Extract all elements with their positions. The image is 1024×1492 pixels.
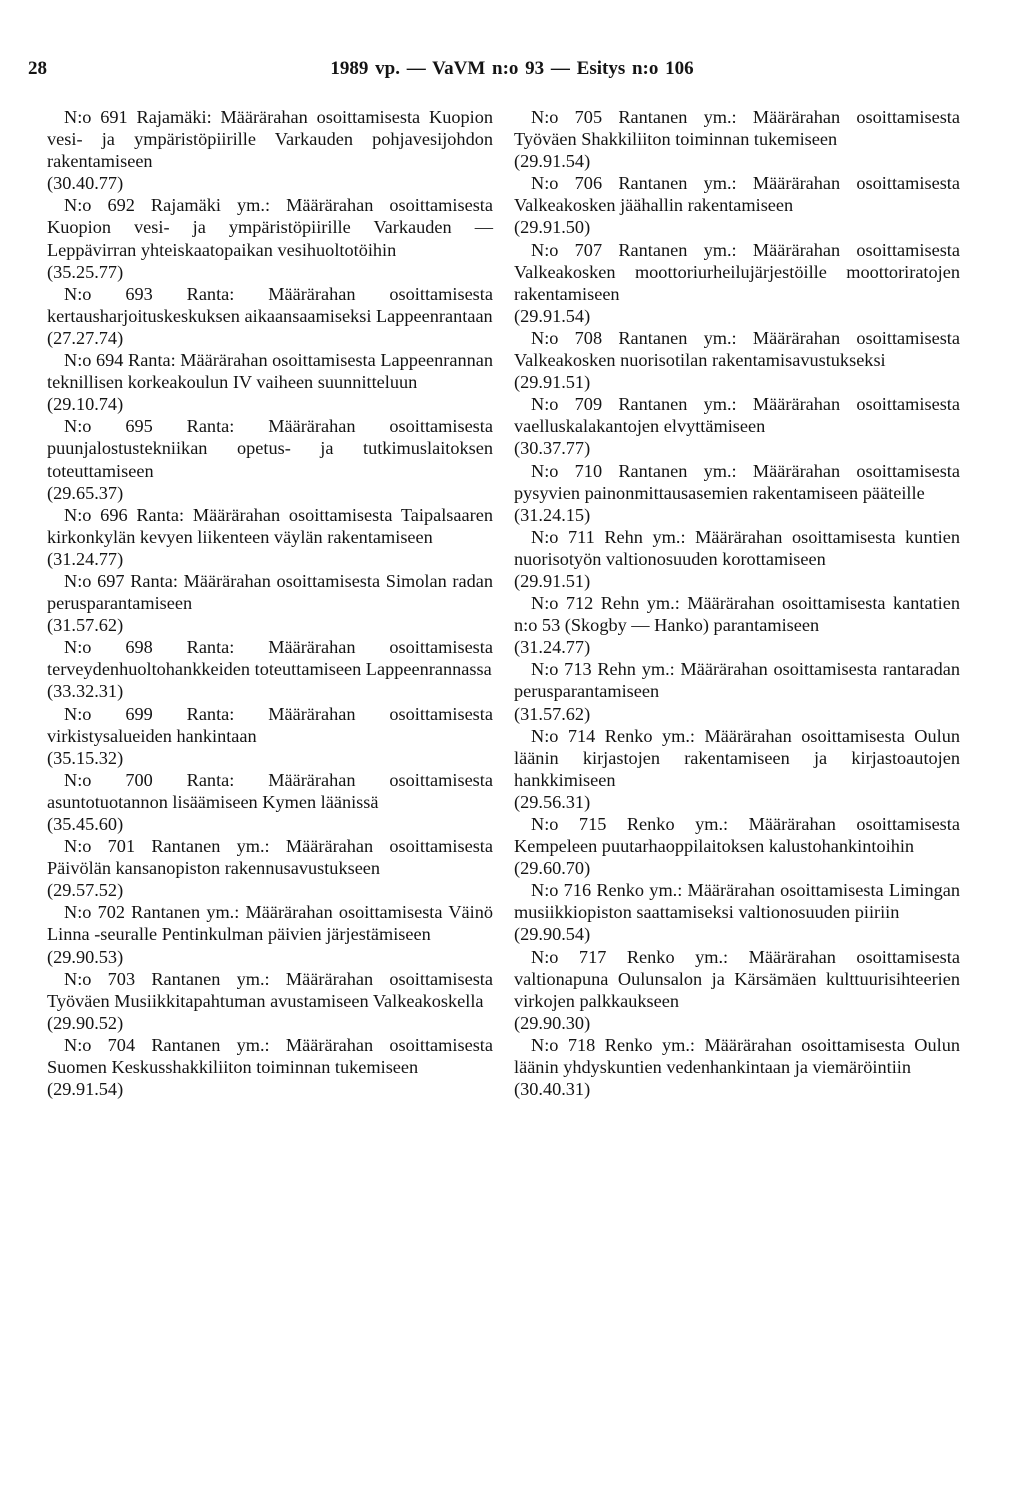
bill-entry-text: N:o 694 Ranta: Määrärahan osoittamisesta Lappeenrannan teknillisen korkeakoulun IV vaiheen suunnitteluun <box>47 350 493 393</box>
right-column <box>514 106 960 1100</box>
budget-item-code: (29.91.51) <box>514 570 591 591</box>
budget-item-code: (31.24.15) <box>514 504 591 525</box>
budget-item-code: (29.90.53) <box>47 946 124 967</box>
budget-item-code: (30.40.31) <box>514 1079 591 1100</box>
budget-item-code: (29.60.70) <box>514 858 591 879</box>
bill-entry <box>514 239 960 327</box>
budget-item-code: (35.25.77) <box>47 261 124 282</box>
budget-item-code: (33.32.31) <box>47 681 124 702</box>
budget-item-code: (29.65.37) <box>47 482 124 503</box>
bill-entry-text: N:o 693 Ranta: Määrärahan osoittamisesta kertausharjoituskeskuksen aikaansaamiseksi Lappeenrantaan <box>47 283 493 326</box>
bill-entry-text: N:o 699 Ranta: Määrärahan osoittamisesta virkistysalueiden hankintaan <box>47 703 493 746</box>
bill-entry <box>47 415 493 503</box>
budget-item-code: (35.15.32) <box>47 747 124 768</box>
budget-item-code: (29.91.51) <box>514 372 591 393</box>
budget-item-code: (29.57.52) <box>47 880 124 901</box>
budget-item-code: (29.91.54) <box>47 1079 124 1100</box>
bill-entry <box>47 769 493 835</box>
bill-entry-text: N:o 714 Renko ym.: Määrärahan osoittamisesta Oulun läänin kirjastojen rakentamiseen ja kirjastoautojen hankkimiseen <box>514 725 960 790</box>
bill-entry-text: N:o 702 Rantanen ym.: Määrärahan osoittamisesta Väinö Linna -seuralle Pentinkulman päivien järjestämiseen <box>47 902 493 945</box>
bill-entry-text: N:o 701 Rantanen ym.: Määrärahan osoittamisesta Päivölän kansanopiston rakennusavustukseen <box>47 836 493 879</box>
bill-entry <box>514 658 960 724</box>
bill-entry-text: N:o 700 Ranta: Määrärahan osoittamisesta asuntotuotannon lisäämiseen Kymen läänissä <box>47 769 493 812</box>
bill-entry <box>514 592 960 658</box>
budget-item-code: (31.24.77) <box>47 548 124 569</box>
bill-entry-text: N:o 692 Rajamäki ym.: Määrärahan osoittamisesta Kuopion vesi- ja ympäristöpiirille Varkauden — Leppävirran yhteiskaatopaikan vesihuoltotöihin <box>47 195 493 260</box>
budget-item-code: (29.90.30) <box>514 1012 591 1033</box>
bill-entry <box>47 636 493 702</box>
bill-entry <box>514 327 960 393</box>
bill-entry <box>47 1034 493 1100</box>
budget-item-code: (27.27.74) <box>47 327 124 348</box>
bill-entry-text: N:o 715 Renko ym.: Määrärahan osoittamisesta Kempeleen puutarhaoppilaitoksen kalustohankintoihin <box>514 814 960 857</box>
bill-entry-text: N:o 710 Rantanen ym.: Määrärahan osoittamisesta pysyvien painonmittausasemien rakentamiseen pääteille <box>514 460 960 503</box>
budget-item-code: (30.37.77) <box>514 438 591 459</box>
bill-entry <box>514 946 960 1034</box>
bill-entry <box>47 968 493 1034</box>
bill-entry <box>514 172 960 238</box>
bill-entry-text: N:o 705 Rantanen ym.: Määrärahan osoittamisesta Työväen Shakkiliiton toiminnan tukemiseen <box>514 107 960 150</box>
bill-entry-text: N:o 698 Ranta: Määrärahan osoittamisesta terveydenhuoltohankkeiden toteuttamiseen Lappeenrannassa <box>47 637 493 680</box>
budget-item-code: (29.90.52) <box>47 1012 124 1033</box>
bill-entry <box>514 393 960 459</box>
bill-entry <box>514 725 960 813</box>
bill-entry <box>514 526 960 592</box>
bill-entry-text: N:o 718 Renko ym.: Määrärahan osoittamisesta Oulun läänin yhdyskuntien vedenhankintaan ja viemäröintiin <box>514 1034 960 1078</box>
budget-item-code: (29.91.54) <box>514 305 591 326</box>
bill-entry <box>47 703 493 769</box>
bill-entry <box>47 504 493 570</box>
bill-entry <box>47 835 493 901</box>
bill-entry <box>514 460 960 526</box>
bill-entry <box>47 349 493 415</box>
bill-entry-text: N:o 712 Rehn ym.: Määrärahan osoittamisesta kantatien n:o 53 (Skogby — Hanko) parantamiseen <box>514 593 960 636</box>
budget-item-code: (29.91.50) <box>514 217 591 238</box>
bill-entry <box>47 283 493 349</box>
bill-entry-text: N:o 691 Rajamäki: Määrärahan osoittamisesta Kuopion vesi- ja ympäristöpiirille Varkauden pohjavesijohdon rakentamiseen <box>47 107 493 172</box>
bill-entry-text: N:o 696 Ranta: Määrärahan osoittamisesta Taipalsaaren kirkonkylän kevyen liikenteen väylän rakentamiseen <box>47 504 493 547</box>
bill-entry <box>47 194 493 282</box>
budget-item-code: (29.10.74) <box>47 394 124 415</box>
budget-item-code: (30.40.77) <box>47 173 124 194</box>
bill-entry <box>47 901 493 967</box>
bill-entry <box>514 813 960 879</box>
bill-entry-text: N:o 717 Renko ym.: Määrärahan osoittamisesta valtionapuna Oulunsalon ja Kärsämäen kulttuurisihteerien virkojen palkkaukseen <box>514 946 960 1011</box>
budget-item-code: (29.90.54) <box>514 924 591 945</box>
bill-entry-text: N:o 707 Rantanen ym.: Määrärahan osoittamisesta Valkeakosken moottoriurheilujärjestöille moottoriratojen rakentamiseen <box>514 239 960 304</box>
bill-entry-text: N:o 695 Ranta: Määrärahan osoittamisesta puunjalostustekniikan opetus- ja tutkimuslaitoksen toteuttamiseen <box>47 416 493 481</box>
bill-entry-text: N:o 709 Rantanen ym.: Määrärahan osoittamisesta vaelluskalakantojen elvyttämiseen <box>514 394 960 437</box>
bill-entry-text: N:o 704 Rantanen ym.: Määrärahan osoittamisesta Suomen Keskusshakkiliiton toiminnan tukemiseen <box>47 1034 493 1078</box>
page-number: 28 <box>28 58 47 79</box>
budget-item-code: (31.57.62) <box>514 703 591 724</box>
bill-entry-text: N:o 708 Rantanen ym.: Määrärahan osoittamisesta Valkeakosken nuorisotilan rakentamisavustukseksi <box>514 327 960 371</box>
budget-item-code: (29.91.54) <box>514 151 591 172</box>
page-header <box>0 58 1024 88</box>
bill-entry <box>47 106 493 194</box>
bill-entry <box>514 1034 960 1100</box>
running-title: 1989 vp. — VaVM n:o 93 — Esitys n:o 106 <box>330 58 694 79</box>
bill-entry-text: N:o 713 Rehn ym.: Määrärahan osoittamisesta rantaradan perusparantamiseen <box>514 659 960 702</box>
left-column <box>47 106 493 1100</box>
bill-entry-text: N:o 716 Renko ym.: Määrärahan osoittamisesta Limingan musiikkiopiston saattamiseksi valtionosuuden piiriin <box>514 880 960 923</box>
budget-item-code: (31.24.77) <box>514 637 591 658</box>
bill-entry <box>514 879 960 945</box>
bill-entry-text: N:o 706 Rantanen ym.: Määrärahan osoittamisesta Valkeakosken jäähallin rakentamiseen <box>514 173 960 216</box>
budget-item-code: (29.56.31) <box>514 791 591 812</box>
bill-entry-text: N:o 697 Ranta: Määrärahan osoittamisesta Simolan radan perusparantamiseen <box>47 570 493 614</box>
bill-entry <box>514 106 960 172</box>
bill-entry-text: N:o 703 Rantanen ym.: Määrärahan osoittamisesta Työväen Musiikkitapahtuman avustamiseen Valkeakoskella <box>47 968 493 1011</box>
budget-item-code: (35.45.60) <box>47 814 124 834</box>
bill-entry <box>47 570 493 636</box>
budget-item-code: (31.57.62) <box>47 615 124 636</box>
bill-entry-text: N:o 711 Rehn ym.: Määrärahan osoittamisesta kuntien nuorisotyön valtionosuuden korottamiseen <box>514 526 960 569</box>
